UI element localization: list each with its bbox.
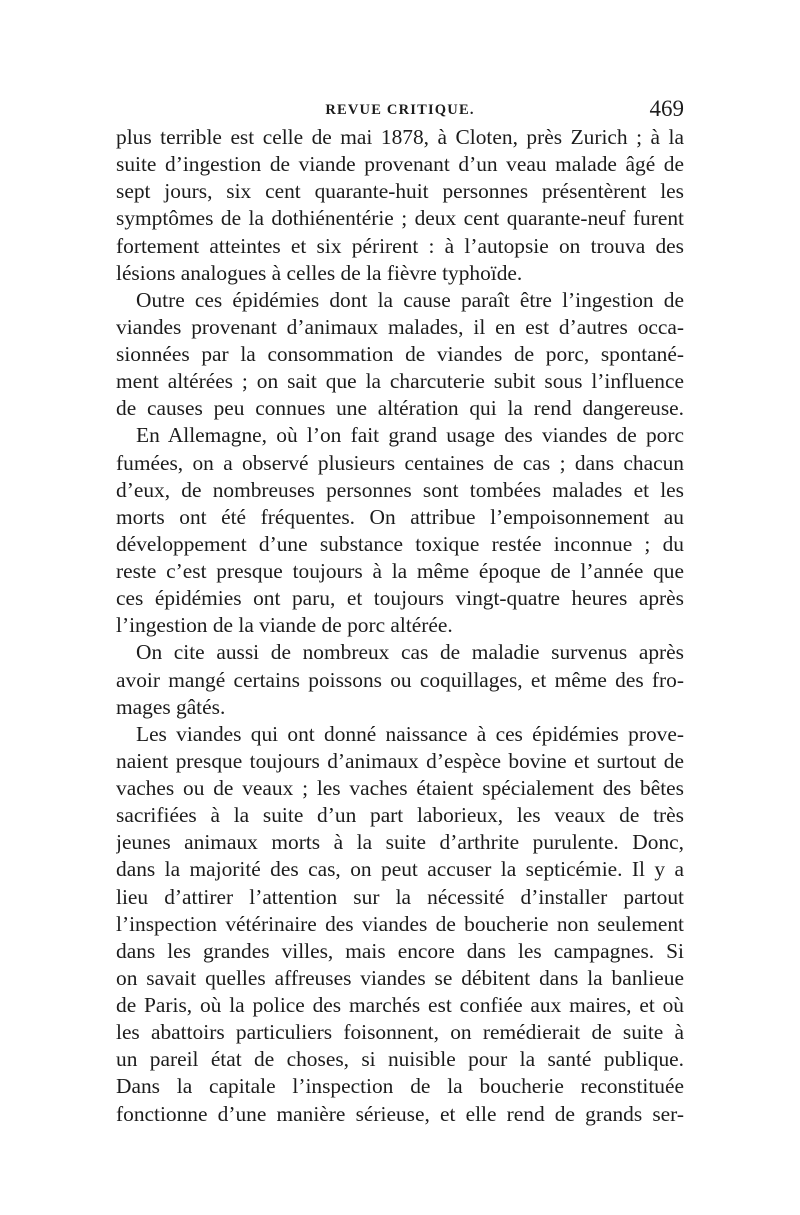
text-line: suite d’ingestion de viande provenant d’un veau malade âgé de (116, 152, 684, 177)
text-line: viandes provenant d’animaux malades, il en est d’autres occa- (116, 314, 684, 339)
text-line: ment altérées ; on sait que la charcuterie subit sous l’influence (116, 369, 684, 394)
text-line: fonctionne d’une manière sérieuse, et elle rend de grands ser- (116, 1101, 684, 1126)
text-line: avoir mangé certains poissons ou coquillages, et même des fro- (116, 667, 684, 692)
text-line: l’inspection vétérinaire des viandes de boucherie non seulement (116, 911, 684, 936)
text-line: Les viandes qui ont donné naissance à ces épidémies prove- (136, 721, 684, 746)
text-line: Dans la capitale l’inspection de la boucherie reconstituée (116, 1074, 684, 1099)
text-line: développement d’une substance toxique restée inconnue ; du (116, 531, 684, 556)
running-head (116, 96, 684, 124)
text-line: sionnées par la consommation de viandes de porc, spontané- (116, 342, 684, 366)
text-line: de Paris, où la police des marchés est confiée aux maires, et où (116, 993, 684, 1017)
text-line: vaches ou de veaux ; les vaches étaient spécialement des bêtes (116, 776, 684, 800)
text-line: fumées, on a observé plusieurs centaines de cas ; dans chacun (116, 450, 684, 475)
text-line: sept jours, six cent quarante-huit personnes présentèrent les (116, 179, 684, 204)
text-line: ces épidémies ont paru, et toujours vingt-quatre heures après (116, 586, 684, 611)
text-line: Outre ces épidémies dont la cause paraît être l’ingestion de (136, 287, 684, 312)
text-line: un pareil état de choses, si nuisible pour la santé publique. (116, 1047, 684, 1072)
page-number: 469 (649, 96, 684, 121)
running-title: REVUE CRITIQUE. (325, 102, 475, 118)
body-text (116, 124, 684, 1128)
text-line: dans les grandes villes, mais encore dans les campagnes. Si (116, 938, 684, 963)
text-line: On cite aussi de nombreux cas de maladie survenus après (136, 640, 684, 665)
text-line: les abattoirs particuliers foisonnent, on remédierait de suite à (116, 1020, 684, 1045)
text-line: d’eux, de nombreuses personnes sont tombées malades et les (116, 477, 684, 502)
text-line: naient presque toujours d’animaux d’espèce bovine et surtout de (116, 748, 684, 773)
text-line: on savait quelles affreuses viandes se débitent dans la banlieue (116, 965, 684, 990)
text-line: symptômes de la dothiénentérie ; deux cent quarante-neuf furent (116, 206, 684, 231)
text-line: reste c’est presque toujours à la même époque de l’année que (116, 559, 684, 583)
text-line: lésions analogues à celles de la fièvre typhoïde. (116, 260, 523, 285)
text-line: plus terrible est celle de mai 1878, à Cloten, près Zurich ; à la (116, 125, 684, 149)
text-line: de causes peu connues une altération qui la rend dangereuse. (116, 396, 684, 421)
text-line: lieu d’attirer l’attention sur la nécessité d’installer partout (116, 884, 684, 909)
text-line: sacrifiées à la suite d’un part laborieux, les veaux de très (116, 803, 684, 828)
text-line: morts ont été fréquentes. On attribue l’empoisonnement au (116, 504, 684, 529)
text-line: l’ingestion de la viande de porc altérée. (116, 613, 453, 638)
text-line: fortement atteintes et six périrent : à l’autopsie on trouva des (116, 233, 684, 258)
text-line: dans la majorité des cas, on peut accuser la septicémie. Il y a (116, 857, 684, 882)
text-line: jeunes animaux morts à la suite d’arthrite purulente. Donc, (116, 830, 684, 855)
text-line: mages gâtés. (116, 694, 226, 719)
text-line: En Allemagne, où l’on fait grand usage des viandes de porc (136, 423, 684, 448)
